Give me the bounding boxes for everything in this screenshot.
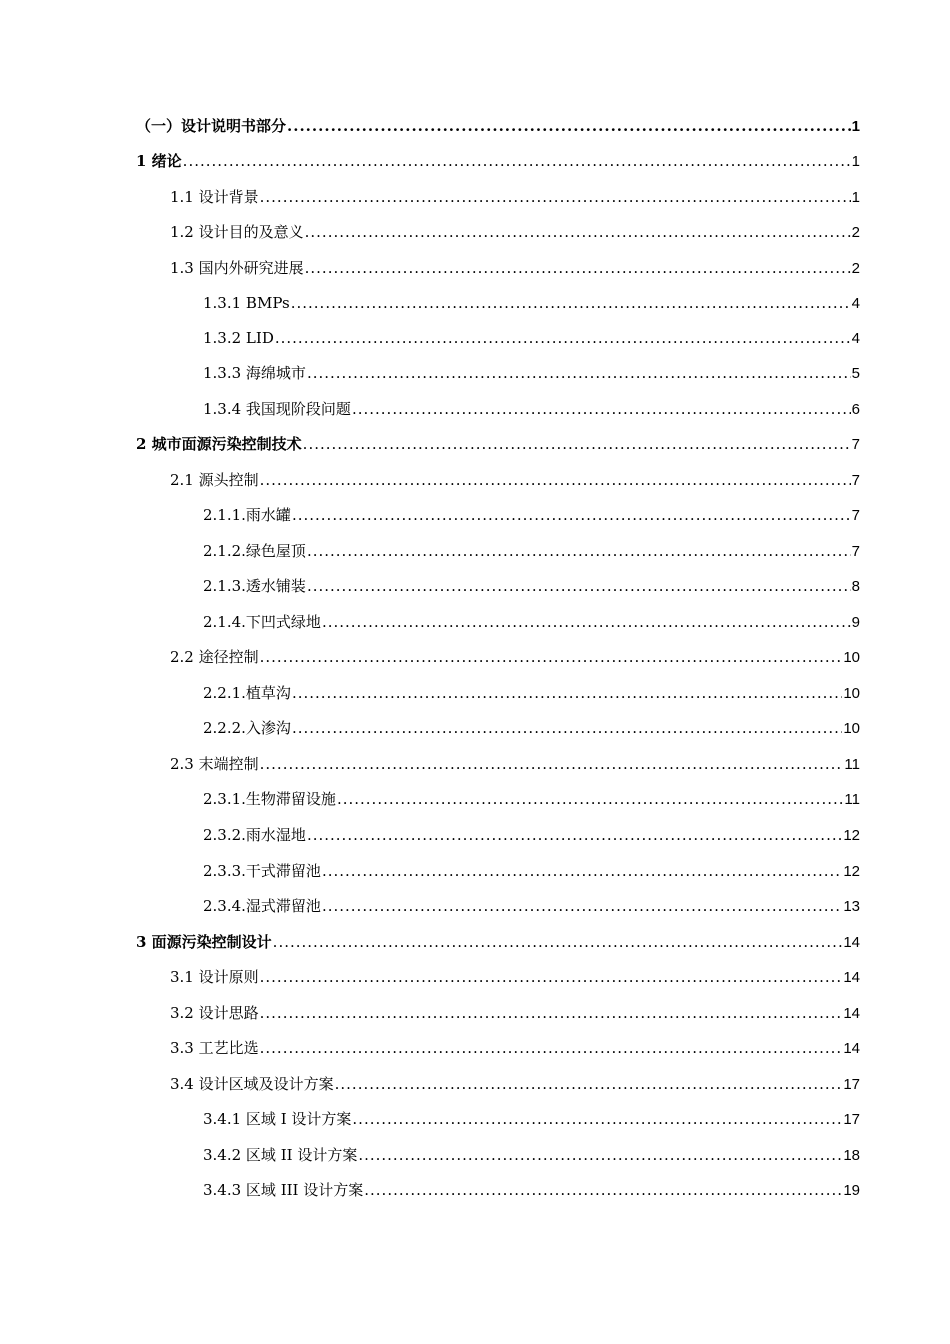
toc-entry-label: 1.3.1 BMPs bbox=[203, 294, 290, 312]
toc-entry-label: 2.3 末端控制 bbox=[170, 755, 259, 773]
toc-leader-dots bbox=[183, 151, 851, 171]
toc-entry-label: 2.2.1.植草沟 bbox=[203, 684, 291, 702]
toc-leader-dots bbox=[273, 932, 843, 952]
toc-leader-dots bbox=[292, 505, 851, 525]
toc-entry[interactable] bbox=[170, 258, 860, 279]
toc-leader-dots bbox=[260, 1003, 843, 1023]
toc-entry-label: 1 绪论 bbox=[136, 152, 182, 170]
toc-entry-label: 2.1.3.透水铺装 bbox=[203, 577, 306, 595]
toc-entry-page: 12 bbox=[843, 827, 860, 844]
toc-leader-dots bbox=[260, 754, 844, 774]
toc-leader-dots bbox=[292, 718, 842, 738]
toc-entry-page: 7 bbox=[851, 436, 860, 453]
toc-entry-page: 6 bbox=[851, 401, 860, 418]
toc-entry[interactable] bbox=[170, 187, 860, 208]
toc-leader-dots bbox=[337, 789, 843, 809]
toc-entry-page: 8 bbox=[851, 578, 860, 595]
toc-entry-page: 14 bbox=[843, 1040, 860, 1057]
toc-leader-dots bbox=[260, 470, 851, 490]
toc-leader-dots bbox=[322, 612, 851, 632]
toc-entry[interactable] bbox=[170, 1074, 860, 1095]
toc-leader-dots bbox=[322, 861, 842, 881]
toc-entry-page: 14 bbox=[843, 969, 860, 986]
toc-entry-label: 3.1 设计原则 bbox=[170, 968, 259, 986]
toc-entry-label: 3.4.1 区域 I 设计方案 bbox=[203, 1110, 352, 1128]
toc-entry-page: 5 bbox=[851, 365, 860, 382]
toc-leader-dots bbox=[260, 647, 843, 667]
toc-entry[interactable] bbox=[203, 683, 860, 704]
toc-entry-label: 2.3.4.湿式滞留池 bbox=[203, 897, 321, 915]
toc-entry-page: 14 bbox=[843, 1005, 860, 1022]
toc-entry-page: 7 bbox=[851, 507, 860, 524]
toc-entry[interactable] bbox=[170, 647, 860, 668]
toc-entry-label: 3.2 设计思路 bbox=[170, 1004, 259, 1022]
toc-leader-dots bbox=[307, 576, 851, 596]
toc-entry-label: 2.3.3.干式滞留池 bbox=[203, 862, 321, 880]
toc-entry-page: 11 bbox=[844, 791, 860, 808]
toc-entry-page: 1 bbox=[851, 189, 860, 206]
toc-entry[interactable] bbox=[170, 967, 860, 988]
toc-leader-dots bbox=[352, 1109, 842, 1129]
toc-entry-label: 1.3 国内外研究进展 bbox=[170, 259, 304, 277]
toc-entry-page: 13 bbox=[843, 898, 860, 915]
toc-leader-dots bbox=[260, 1038, 843, 1058]
toc-entry-page: 17 bbox=[843, 1076, 860, 1093]
toc-entry-page: 12 bbox=[843, 863, 860, 880]
toc-entry[interactable] bbox=[203, 612, 860, 633]
toc-leader-dots bbox=[364, 1180, 842, 1200]
toc-leader-dots bbox=[352, 399, 851, 419]
toc-entry[interactable] bbox=[170, 1003, 860, 1024]
toc-leader-dots bbox=[260, 967, 843, 987]
toc-entry[interactable] bbox=[203, 1180, 860, 1201]
toc-entry[interactable] bbox=[203, 541, 860, 562]
toc-entry-page: 18 bbox=[843, 1147, 860, 1164]
toc-entry-page: 10 bbox=[843, 720, 860, 737]
toc-entry[interactable] bbox=[203, 1109, 860, 1130]
toc-entry-label: 2.3.2.雨水湿地 bbox=[203, 826, 306, 844]
toc-entry[interactable] bbox=[170, 222, 860, 243]
toc-entry[interactable] bbox=[170, 470, 860, 491]
toc-entry-page: 9 bbox=[851, 614, 860, 631]
toc-entry[interactable] bbox=[203, 789, 860, 810]
toc-entry[interactable] bbox=[203, 293, 860, 314]
toc-entry-page: 10 bbox=[843, 649, 860, 666]
toc-entry-label: 2.2 途径控制 bbox=[170, 648, 259, 666]
toc-leader-dots bbox=[322, 896, 842, 916]
toc-entry-label: 2.2.2.入渗沟 bbox=[203, 719, 291, 737]
toc-entry[interactable] bbox=[170, 1038, 860, 1059]
toc-leader-dots bbox=[260, 187, 851, 207]
toc-leader-dots bbox=[275, 328, 851, 348]
toc-entry-label: 1.3.4 我国现阶段问题 bbox=[203, 400, 351, 418]
toc-entry-page: 4 bbox=[851, 330, 860, 347]
toc-entry[interactable] bbox=[170, 754, 860, 775]
toc-entry[interactable] bbox=[203, 505, 860, 526]
toc-entry-label: 1.2 设计目的及意义 bbox=[170, 223, 304, 241]
toc-entry[interactable] bbox=[203, 896, 860, 917]
toc-entry-label: 3.4 设计区域及设计方案 bbox=[170, 1075, 334, 1093]
toc-leader-dots bbox=[335, 1074, 843, 1094]
toc-entry-page: 14 bbox=[843, 934, 860, 951]
toc-entry[interactable] bbox=[136, 434, 860, 455]
toc-entry-page: 19 bbox=[843, 1182, 860, 1199]
toc-entry-page: 7 bbox=[851, 543, 860, 560]
toc-entry-label: 3.4.2 区域 II 设计方案 bbox=[203, 1146, 358, 1164]
toc-entry-label: 3 面源污染控制设计 bbox=[136, 933, 272, 951]
toc-entry[interactable] bbox=[203, 718, 860, 739]
toc-entry[interactable] bbox=[136, 116, 860, 137]
toc-entry-label: 2.1 源头控制 bbox=[170, 471, 259, 489]
toc-entry-page: 2 bbox=[851, 260, 860, 277]
toc-entry-label: 2.1.2.绿色屋顶 bbox=[203, 542, 306, 560]
toc-entry-page: 1 bbox=[851, 153, 860, 170]
toc-entry[interactable] bbox=[203, 861, 860, 882]
toc-entry-label: 3.4.3 区域 III 设计方案 bbox=[203, 1181, 364, 1199]
toc-entry[interactable] bbox=[203, 328, 860, 349]
toc-leader-dots bbox=[303, 434, 851, 454]
toc-entry-label: （一）设计说明书部分 bbox=[136, 117, 287, 135]
toc-entry[interactable] bbox=[203, 825, 860, 846]
toc-leader-dots bbox=[292, 683, 842, 703]
toc-entry-page: 1 bbox=[851, 118, 860, 135]
toc-entry-label: 3.3 工艺比选 bbox=[170, 1039, 259, 1057]
toc-entry-label: 1.3.3 海绵城市 bbox=[203, 364, 306, 382]
toc-entry-label: 1.1 设计背景 bbox=[170, 188, 259, 206]
toc-leader-dots bbox=[307, 825, 842, 845]
toc-entry-page: 7 bbox=[851, 472, 860, 489]
toc-entry-label: 2.1.4.下凹式绿地 bbox=[203, 613, 321, 631]
toc-leader-dots bbox=[307, 541, 851, 561]
toc-entry[interactable] bbox=[203, 363, 860, 384]
toc-leader-dots bbox=[287, 116, 851, 136]
toc-entry-page: 2 bbox=[851, 224, 860, 241]
toc-entry-page: 17 bbox=[843, 1111, 860, 1128]
toc-entry[interactable] bbox=[203, 576, 860, 597]
toc-entry-page: 4 bbox=[851, 295, 860, 312]
toc-leader-dots bbox=[307, 363, 851, 383]
toc-leader-dots bbox=[291, 293, 851, 313]
toc-leader-dots bbox=[358, 1145, 842, 1165]
toc-entry-label: 2.1.1.雨水罐 bbox=[203, 506, 291, 524]
toc-leader-dots bbox=[305, 258, 851, 278]
toc-entry-page: 11 bbox=[844, 756, 860, 773]
toc-entry[interactable] bbox=[203, 1145, 860, 1166]
toc-leader-dots bbox=[305, 222, 851, 242]
toc-entry-label: 2 城市面源污染控制技术 bbox=[136, 435, 302, 453]
toc-entry-label: 1.3.2 LID bbox=[203, 329, 274, 347]
toc-entry[interactable] bbox=[136, 151, 860, 172]
toc-entry[interactable] bbox=[203, 399, 860, 420]
toc-entry-label: 2.3.1.生物滞留设施 bbox=[203, 790, 336, 808]
toc-entry-page: 10 bbox=[843, 685, 860, 702]
toc-entry[interactable] bbox=[136, 932, 860, 953]
